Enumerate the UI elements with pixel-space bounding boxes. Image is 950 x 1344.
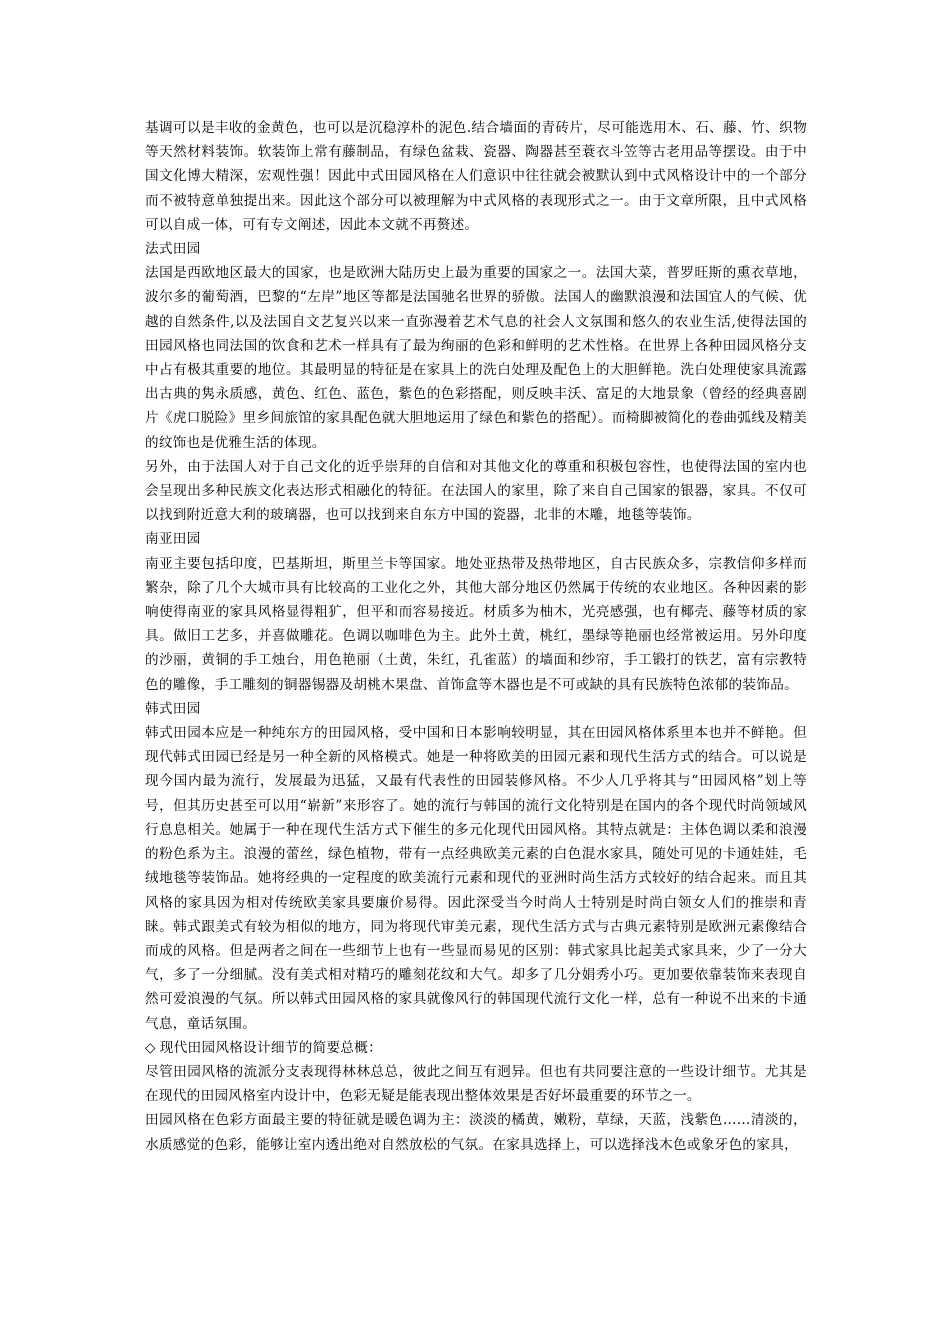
paragraph-korean-pastoral: 韩式田园本应是一种纯东方的田园风格，受中国和日本影响较明显，其在田园风格体系里本也并不鲜艳。但现代韩式田园已经是另一种全新的风格模式。她是一种将欧美的田园元素和现代生活方式的结合。可以说是现今国内最为流行，发展最为迅猛，又最有代表性的田园装修风格。不少人几乎将其与“田园风格”划上等号，但其历史甚至可以用“崭新”来形容了。她的流行与韩国的流行文化特别是在国内的各个现代时尚领域风行息息相关。她属于一种在现代生活方式下催生的多元化现代田园风格。其特点就是：主体色调以柔和浪漫的粉色系为主。浪漫的蕾丝，绿色植物，带有一点经典欧美元素的白色混水家具，随处可见的卡通娃娃，毛绒地毯等装饰品。她将经典的一定程度的欧美流行元素和现代的亚洲时尚生活方式较好的结合起来。而且其风格的家具因为相对传统欧美家具要廉价易得。因此深受当今时尚人士特别是时尚白领女人们的推崇和青睐。韩式跟美式有较为相似的地方，同为将现代审美元素，现代生活方式与古典元素特别是欧洲元素像结合而成的风格。但是两者之间在一些细节上也有一些显而易见的区别：韩式家具比起美式家具来，少了一分大气，多了一分细腻。没有美式相对精巧的雕刻花纹和大气。却多了几分娟秀小巧。更加要依靠装饰来表现自然可爱浪漫的气氛。所以韩式田园风格的家具就像风行的韩国现代流行文化一样，总有一种说不出来的卡通气息，童话氛围。 (145, 725, 807, 1032)
heading-design-summary (145, 1036, 807, 1060)
heading-french-pastoral: 法式田园 (145, 241, 201, 258)
paragraph-design-summary-1: 尽管田园风格的流派分支表现得林林总总，彼此之间互有迥异。但也有共同要注意的一些设计细节。尤其是在现代的田园风格室内设计中，色彩无疑是能表现出整体效果是否好坏最重要的环节之一。 (145, 1063, 807, 1105)
paragraph-french-pastoral-2: 另外，由于法国人对于自己文化的近乎崇拜的自信和对其他文化的尊重和积极包容性，也使得法国的室内也会呈现出多种民族文化表达形式相融化的特征。在法国人的家里，除了来自自己国家的银器，家具。不仅可以找到附近意大利的玻璃器，也可以找到来自东方中国的瓷器，北非的木雕，地毯等装饰。 (145, 458, 807, 524)
heading-design-summary-text: 现代田园风格设计细节的简要总概： (159, 1039, 383, 1056)
heading-south-asian-pastoral: 南亚田园 (145, 531, 201, 548)
paragraph-chinese-pastoral-continuation: 基调可以是丰收的金黄色，也可以是沉稳淳朴的泥色.结合墙面的青砖片，尽可能选用木、石、藤、竹、织物等天然材料装饰。软装饰上常有藤制品，有绿色盆栽、瓷器、陶器甚至蓑衣斗笠等古老用品等摆设。由于中国文化博大精深，宏观性强！因此中式田园风格在人们意识中往往就会被默认到中式风格设计中的一个部分而不被特意单独提出来。因此这个部分可以被理解为中式风格的表现形式之一。由于文章所限，且中式风格可以自成一体，可有专文阐述，因此本文就不再赘述。 (145, 120, 807, 233)
heading-korean-pastoral: 韩式田园 (145, 700, 201, 717)
paragraph-french-pastoral-1: 法国是西欧地区最大的国家，也是欧洲大陆历史上最为重要的国家之一。法国大菜，普罗旺斯的熏衣草地，波尔多的葡萄酒，巴黎的“左岸”地区等都是法国驰名世界的骄傲。法国人的幽默浪漫和法国宜人的气候、优越的自然条件,以及法国自文艺复兴以来一直弥漫着艺术气息的社会人文氛围和悠久的农业生活,使得法国的田园风格也同法国的饮食和艺术一样具有了最为绚丽的色彩和鲜明的艺术性格。在世界上各种田园风格分支中占有极其重要的地位。其最明显的特征是在家具上的洗白处理及配色上的大胆鲜艳。洗白处理使家具流露出古典的隽永质感，黄色、红色、蓝色，紫色的色彩搭配，则反映丰沃、富足的大地景象（曾经的经典喜剧片《虎口脱险》里乡间旅馆的家具配色就大胆地运用了绿色和紫色的搭配）。而椅脚被简化的卷曲弧线及精美的纹饰也是优雅生活的体现。 (145, 265, 807, 451)
paragraph-design-summary-2: 田园风格在色彩方面最主要的特征就是暖色调为主：淡淡的橘黄，嫩粉，草绿，天蓝，浅紫色……清淡的，水质感觉的色彩，能够让室内透出绝对自然放松的气氛。在家具选择上，可以选择浅木色或象牙色的家具， (145, 1112, 807, 1153)
diamond-bullet-icon: ◇ (145, 1039, 156, 1056)
document-body (145, 116, 807, 1157)
paragraph-south-asian-pastoral: 南亚主要包括印度，巴基斯坦，斯里兰卡等国家。地处亚热带及热带地区，自古民族众多，宗教信仰多样而繁杂，除了几个大城市具有比较高的工业化之外，其他大部分地区仍然属于传统的农业地区。各种因素的影响使得南亚的家具风格显得粗犷，但平和而容易接近。材质多为柚木，光亮感强，也有椰壳、藤等材质的家具。做旧工艺多，并喜做雕花。色调以咖啡色为主。此外土黄，桃红，墨绿等艳丽也经常被运用。另外印度的沙丽，黄铜的手工烛台，用色艳丽（土黄，朱红，孔雀蓝）的墙面和纱帘，手工锻打的铁艺，富有宗教特色的雕像，手工雕刻的铜器锡器及胡桃木果盘、首饰盒等木器也是不可或缺的具有民族特色浓郁的装饰品。 (145, 555, 807, 693)
